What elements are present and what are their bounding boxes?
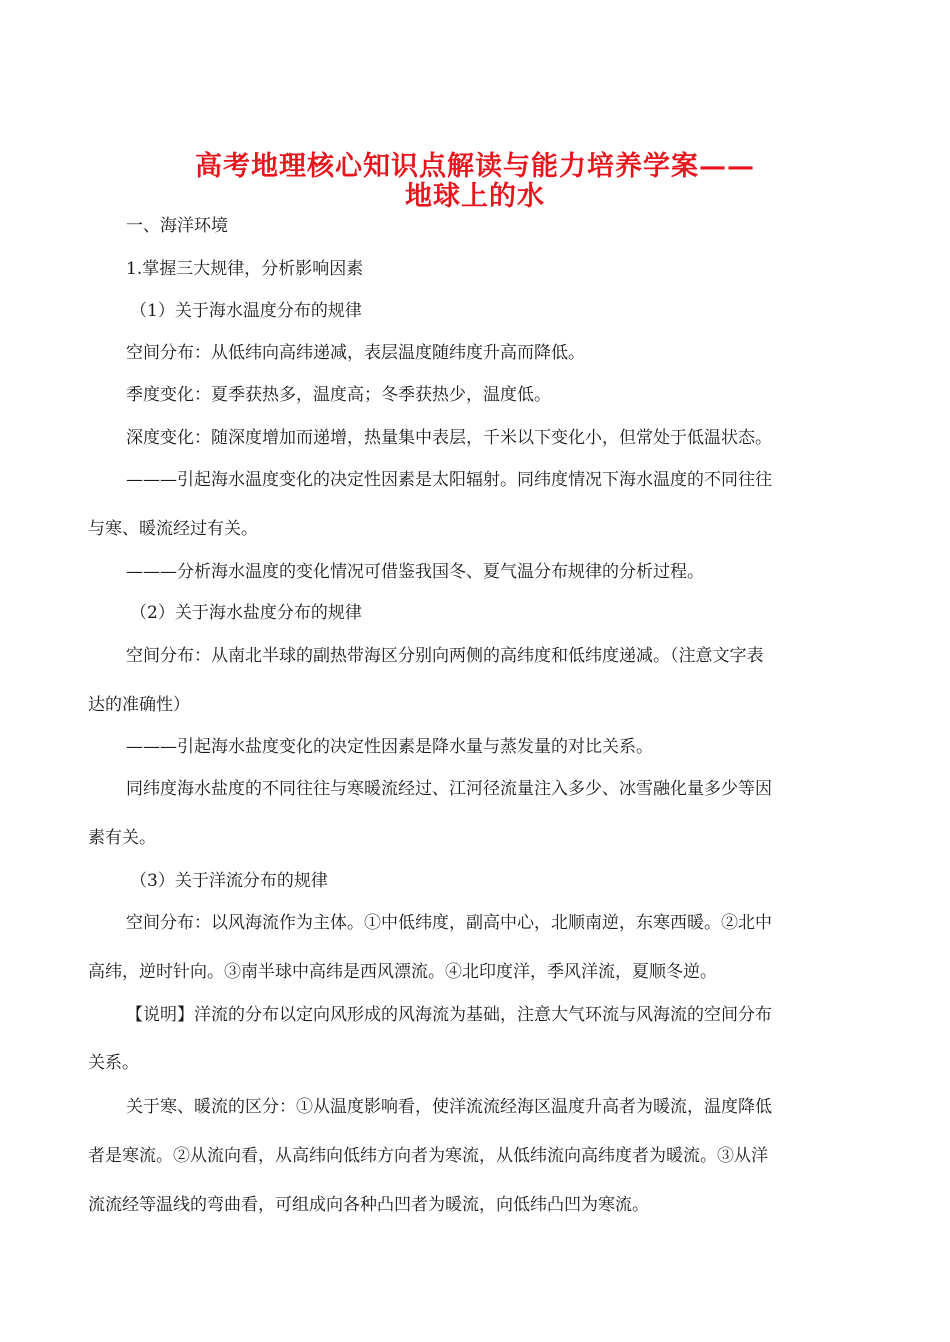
paragraph-line: ———引起海水温度变化的决定性因素是太阳辐射。同纬度情况下海水温度的不同往往 [126, 470, 772, 490]
paragraph-line: 者是寒流。②从流向看，从高纬向低纬方向者为寒流，从低纬流向高纬度者为暖流。③从洋 [88, 1146, 768, 1166]
topic-heading: （3）关于洋流分布的规律 [130, 871, 328, 891]
document-title-line-2: 地球上的水 [405, 181, 545, 212]
paragraph-line: 与寒、暖流经过有关。 [88, 519, 258, 539]
document-title-line-1: 高考地理核心知识点解读与能力培养学案—— [195, 151, 755, 182]
topic-heading: （1）关于海水温度分布的规律 [130, 301, 362, 321]
paragraph-line: 季度变化：夏季获热多，温度高；冬季获热少，温度低。 [126, 385, 551, 405]
paragraph-line: 流流经等温线的弯曲看，可组成向各种凸凹者为暖流，向低纬凸凹为寒流。 [88, 1195, 649, 1215]
section-heading: 一、海洋环境 [126, 216, 228, 236]
paragraph-line: ———引起海水盐度变化的决定性因素是降水量与蒸发量的对比关系。 [126, 737, 653, 757]
paragraph-line: 素有关。 [88, 828, 156, 848]
paragraph-line: 空间分布：以风海流作为主体。①中低纬度，副高中心，北顺南逆，东寒西暖。②北中 [126, 913, 772, 933]
paragraph-line: 空间分布：从南北半球的副热带海区分别向两侧的高纬度和低纬度递减。（注意文字表 [126, 646, 764, 666]
paragraph-line: 同纬度海水盐度的不同往往与寒暖流经过、江河径流量注入多少、冰雪融化量多少等因 [126, 779, 772, 799]
topic-heading: （2）关于海水盐度分布的规律 [130, 603, 362, 623]
paragraph-line: 高纬，逆时针向。③南半球中高纬是西风漂流。④北印度洋，季风洋流，夏顺冬逆。 [88, 962, 717, 982]
paragraph-line: 关系。 [88, 1053, 139, 1073]
paragraph-line: 深度变化：随深度增加而递增，热量集中表层，千米以下变化小，但常处于低温状态。 [126, 428, 772, 448]
paragraph-line: 达的准确性） [88, 695, 190, 715]
paragraph-line: 空间分布：从低纬向高纬递减，表层温度随纬度升高而降低。 [126, 343, 585, 363]
paragraph-line: ———分析海水温度的变化情况可借鉴我国冬、夏气温分布规律的分析过程。 [126, 562, 704, 582]
note-paragraph: 【说明】洋流的分布以定向风形成的风海流为基础，注意大气环流与风海流的空间分布 [126, 1005, 772, 1025]
paragraph-line: 关于寒、暖流的区分：①从温度影响看，使洋流流经海区温度升高者为暖流，温度降低 [126, 1097, 772, 1117]
subsection-heading: 1.掌握三大规律，分析影响因素 [126, 259, 364, 279]
